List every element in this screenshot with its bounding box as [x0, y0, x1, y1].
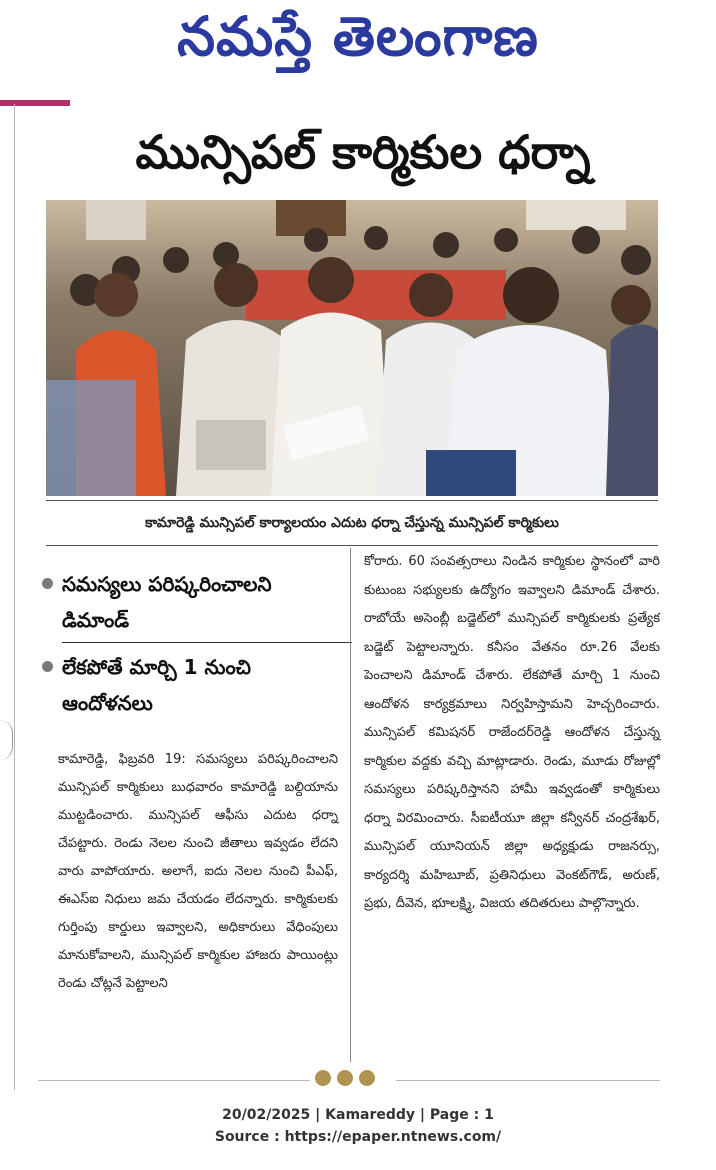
article-body-left-column: కామారెడ్డి, ఫిబ్రవరి 19: సమస్యలు పరిష్కరించాలని మున్సిపల్ కార్మికులు బుధవారం కామారెడ్డి బల్దియాను ముట్టడించారు. మున్సిపల్ ఆఫీసు ఎదుట ధర్నా చేపట్టారు. రెండు నెలల నుంచి జీతాలు ఇవ్వడం లేదని వారు వాపోయారు. అలాగే, ఐదు నెలల నుంచి పీఎఫ్, ఈఎస్ఐ నిధులు జమ చేయడం లేదన్నారు. కార్మికులకు గుర్తింపు కార్డులు ఇవ్వాలని, అధికారులు వేధింపులు మానుకోవాలని, మున్సిపల్ కార్మికుల హాజరు పాయింట్లు రెండు చోట్లనే పెట్టాలని	[58, 752, 338, 991]
page-margin-rule	[14, 104, 15, 1090]
article-body-right-column: కోరారు. 60 సంవత్సరాలు నిండిన కార్మికుల స్థానంలో వారి కుటుంబ సభ్యులకు ఉద్యోగం ఇవ్వాలని డిమాండ్ చేశారు. రాబోయే అసెంబ్లీ బడ్జెట్‌లో మున్సిపల్ కార్మికులకు ప్రత్యేక బడ్జెట్ పెట్టాలన్నారు. కనీసం వేతనం రూ.26 వేలకు పెంచాలని డిమాండ్ చేశారు. లేకపోతే మార్చి 1 నుంచి ఆందోళన కార్యక్రమాలు నిర్వహిస్తామని హెచ్చరించారు. మున్సిపల్ కమిషనర్ రాజేందర్‌రెడ్డి ఆందోళన చేస్తున్న కార్మికుల వద్దకు వచ్చి మాట్లాడారు. రెండు, మూడు రోజుల్లో సమస్యలు పరిష్కరిస్తానని హామీ ఇవ్వడంతో కార్మికులు ధర్నా విరమించారు. సీఐటీయూ జిల్లా కన్వీనర్ చంద్రశేఖర్, మున్సిపల్ యూనియన్ జిల్లా అధ్యక్షుడు రాజనర్సు, కార్యదర్శి మహిబూబ్, ప్రతినిధులు వెంకట్‌గౌడ్, అరుణ్, ప్రభు, దీవెన, భూలక్ష్మి, విజయ తదితరులు పాల్గొన్నారు.	[364, 554, 660, 911]
highlight-item	[36, 649, 336, 721]
newspaper-logo: నమస్తే తెలంగాణ	[177, 4, 539, 68]
end-rule-right	[396, 1080, 660, 1081]
protest-photo-image	[46, 200, 658, 496]
column-divider	[350, 548, 351, 1062]
page-footer	[0, 1104, 716, 1148]
footer-date-edition: 20/02/2025 | Kamareddy | Page : 1	[222, 1107, 494, 1123]
ornament-dot-icon	[315, 1070, 331, 1086]
highlight-divider	[62, 642, 352, 643]
footer-source: Source : https://epaper.ntnews.com/	[214, 1129, 502, 1145]
article-photo	[46, 200, 658, 496]
ornament-dot-icon	[359, 1070, 375, 1086]
ornament-dot-icon	[337, 1070, 353, 1086]
page-edge-decoration	[0, 720, 13, 760]
article-headline: మున్సిపల్ కార్మికుల ధర్నా	[135, 125, 591, 179]
highlight-text: సమస్యలు పరిష్కరించాలని డిమాండ్	[62, 572, 272, 632]
bullet-dot-icon	[42, 578, 53, 589]
highlight-text: లేకపోతే మార్చి 1 నుంచి ఆందోళనలు	[62, 655, 251, 715]
masthead	[0, 0, 716, 90]
accent-bar	[0, 100, 70, 106]
highlights-box	[36, 566, 336, 721]
highlight-item	[36, 566, 336, 638]
photo-caption: కామారెడ్డి మున్సిపల్ కార్యాలయం ఎదుట ధర్నా చేస్తున్న మున్సిపల్ కార్మికులు	[46, 500, 658, 546]
bullet-dot-icon	[42, 661, 53, 672]
end-ornament	[312, 1070, 392, 1090]
end-rule-left	[38, 1080, 310, 1081]
